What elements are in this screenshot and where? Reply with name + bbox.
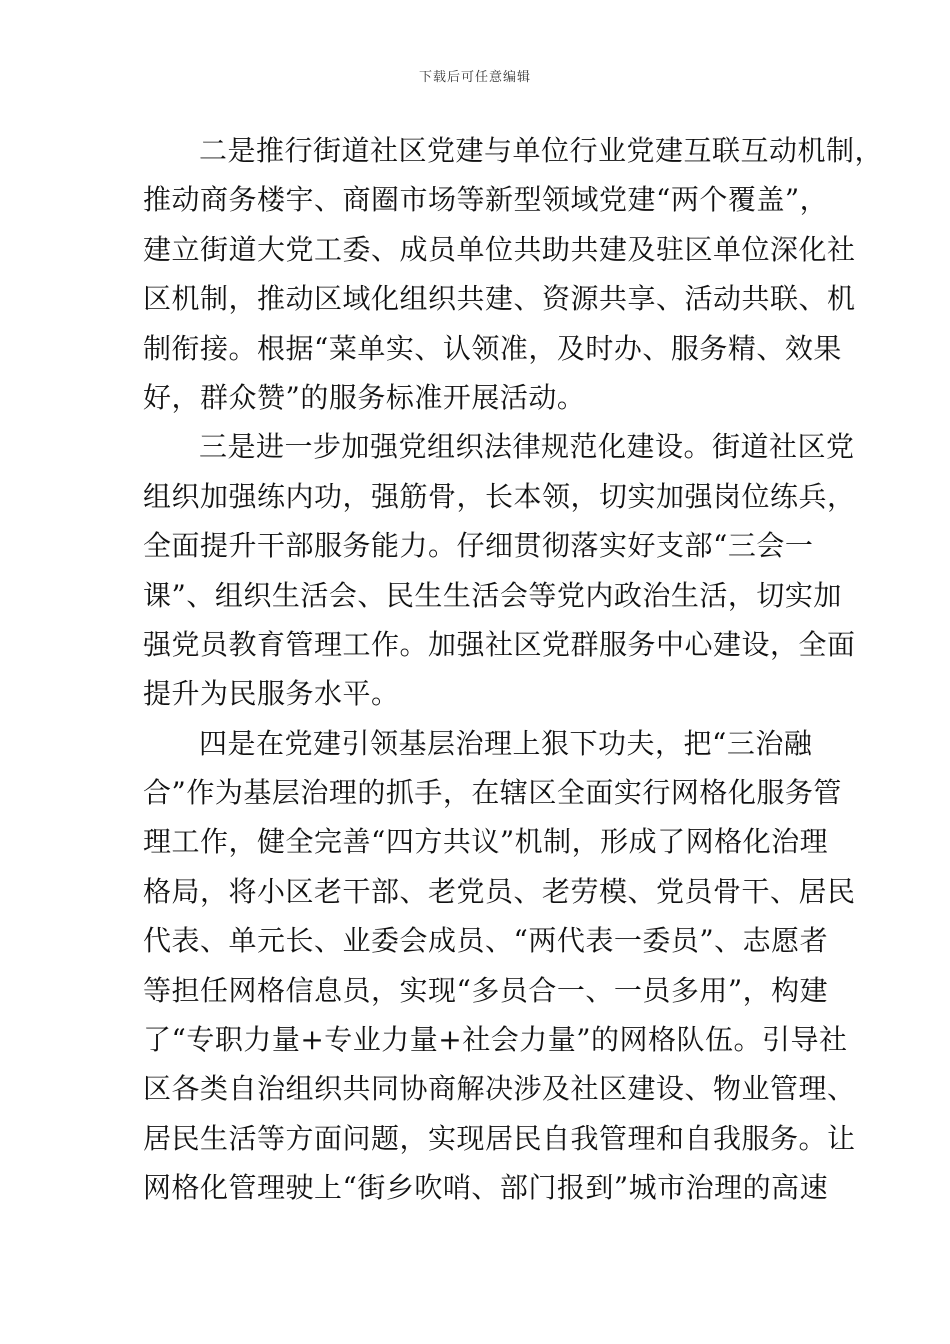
paragraph-line: 组织加强练内功，强筋骨，长本领，切实加强岗位练兵， [143, 479, 856, 513]
header-note: 下载后可任意编辑 [418, 70, 531, 85]
document-body [143, 126, 884, 1213]
paragraph-line: 区机制，推动区域化组织共建、资源共享、活动共联、机 [143, 282, 856, 316]
paragraph-line: 二是推行街道社区党建与单位行业党建互联互动机制， [199, 134, 884, 167]
paragraph-line: 等担任网格信息员，实现“多员合一、一员多用”，构建 [143, 973, 829, 1007]
paragraph-line: 好，群众赞”的服务标准开展活动。 [143, 380, 586, 414]
paragraph-line: 四是在党建引领基层治理上狠下功夫，把“三治融 [199, 726, 813, 760]
paragraph-line: 制衔接。根据“菜单实、认领准，及时办、服务精、效果 [143, 331, 842, 365]
paragraph-line: 代表、单元长、业委会成员、“两代表一委员”、志愿者 [143, 924, 829, 958]
paragraph-line: 提升为民服务水平。 [143, 677, 400, 711]
paragraph-line: 推动商务楼宇、商圈市场等新型领域党建“两个覆盖”， [143, 183, 829, 217]
paragraph-line: 三是进一步加强党组织法律规范化建设。街道社区党 [199, 430, 855, 464]
paragraph-line: 强党员教育管理工作。加强社区党群服务中心建设，全面 [143, 627, 856, 661]
paragraph-line: 建立街道大党工委、成员单位共助共建及驻区单位深化社 [143, 232, 856, 266]
paragraph-line: 合”作为基层治理的抓手，在辖区全面实行网格化服务管 [143, 776, 842, 810]
paragraph-line: 网格化管理驶上“街乡吹哨、部门报到”城市治理的高速 [143, 1171, 829, 1205]
paragraph-line: 了“专职力量+专业力量+社会力量”的网格队伍。引导社 [143, 1023, 848, 1057]
paragraph-line: 区各类自治组织共同协商解决涉及社区建设、物业管理、 [143, 1072, 856, 1106]
paragraph-line: 全面提升干部服务能力。仔细贯彻落实好支部“三会一 [143, 529, 814, 563]
paragraph-line: 居民生活等方面问题，实现居民自我管理和自我服务。让 [143, 1121, 856, 1155]
paragraph-line: 课”、组织生活会、民生生活会等党内政治生活，切实加 [143, 578, 842, 612]
paragraph-line: 理工作，健全完善“四方共议”机制，形成了网格化治理 [143, 825, 829, 859]
paragraph-line: 格局，将小区老干部、老党员、老劳模、党员骨干、居民 [143, 874, 856, 908]
